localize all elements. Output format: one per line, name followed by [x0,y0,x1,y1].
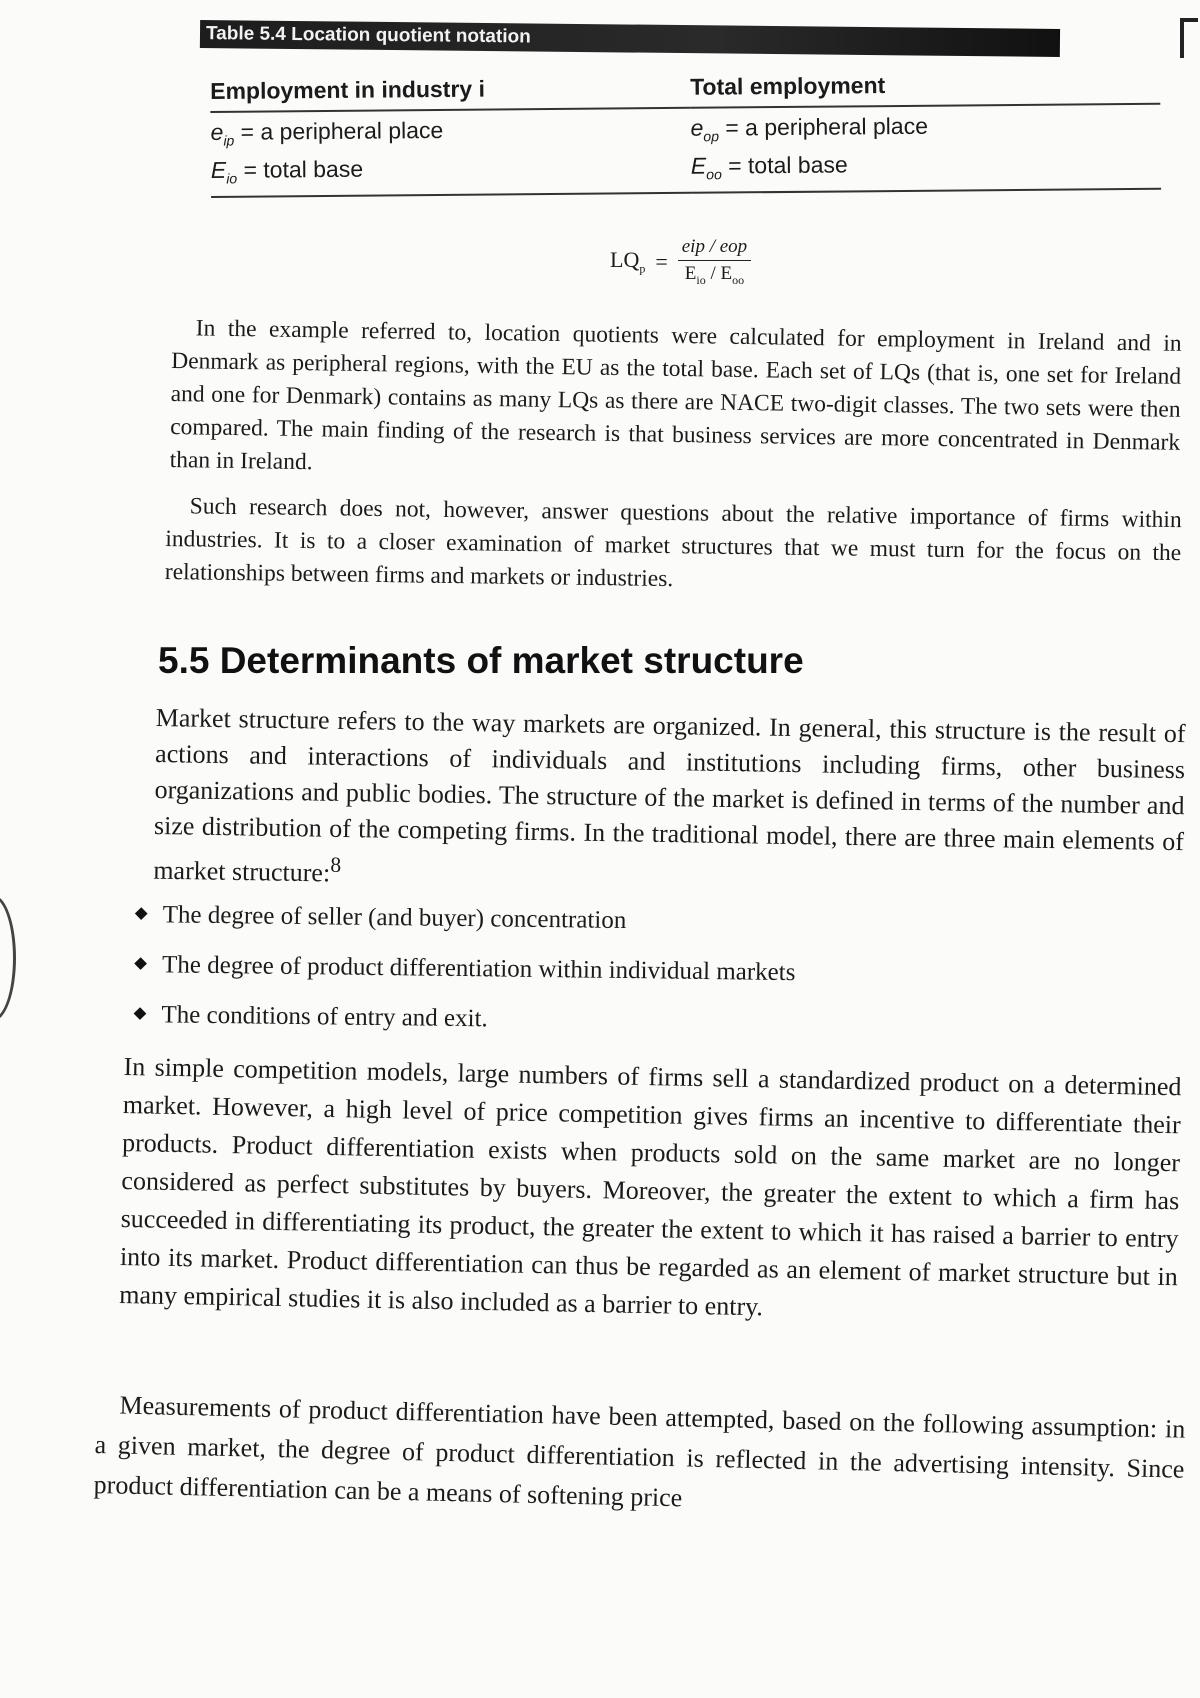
formula-fraction [678,236,751,288]
table-caption: Table 5.4 Location quotient notation [200,20,1060,57]
market-structure-elements-list [133,890,796,1048]
column-header-employment: Employment in industry i [210,68,690,112]
location-quotient-formula [610,236,751,288]
binding-arc [0,895,16,1021]
table-cell: $E_{io}$ = total base [211,146,691,197]
column-header-total: Total employment [690,64,1160,108]
paragraph-research-limits: Such research does not, however, answer questions about the relative importance of firms within industries. It is to a closer examination of market structures that we must turn for the focus on the relationships between firms and markets or industries. [164,493,1182,593]
bullet-icon [134,957,147,970]
list-item: The degree of seller (and buyer) concentration [134,890,796,948]
table-cell: $e_{ip} = a$ peripheral place [210,116,444,149]
formula-denominator: $E_{io} / E_{oo}$ [684,263,745,287]
paragraph-market-structure: Market structure refers to the way markets are organized. In general, this structure is the result of actions and interactions of individuals and institutions including firms, other business organizations and public bodies. The structure of the market is defined in terms of the number and size distribution of the competing firms. In the traditional model, there are three main elements of market structure:$^8$ [153,702,1186,888]
table-cell: $E_{oo}$ = total base [691,142,1161,193]
table-row [211,142,1161,197]
footnote-marker: 8 [330,852,342,877]
page-corner-mark [1180,18,1198,58]
table-cell: $e_{op} = a$ peripheral place [690,112,929,145]
bullet-icon [135,907,148,920]
paragraph-product-differentiation: In simple competition models, large numbers of firms sell a standardized product on a determined market. However, a high level of price competition gives firms an incentive to differentiate their products. Product differentiation exists when products sold on the same market are no longer considered as perfect substitutes by buyers. Moreover, the greater the extent to which a firm has succeeded in differentiating its product, the greater the extent to which it has raised a barrier to entry into its market. Product differentiation can thus be regarded as an element of market structure but in many empirical studies it is also included as a barrier to entry. [118,1051,1182,1322]
location-quotient-table [210,64,1161,198]
formula-lhs: $LQ_p$ [610,247,646,276]
section-heading: 5.5 Determinants of market structure [158,640,804,681]
paragraph-measurements: Measurements of product differentiation have been attempted, based on the following assumption: in a given market, the degree of product differentiation is reflected in the advertising intensity. Since product differentiation can be a means of softening price [93,1390,1186,1513]
list-item: The degree of product differentiation within individual markets [134,940,796,998]
formula-numerator: eip / eop [678,236,751,261]
bullet-icon [134,1007,147,1020]
formula-equals: = [655,248,668,274]
paragraph-location-quotient-example: In the example referred to, location quotients were calculated for employment in Ireland and in Denmark as peripheral regions, with the EU as the total base. Each set of LQs (that is, one set for Ireland and one for Denmark) contains as many LQs as there are NACE two-digit classes. The two sets were then compared. The main finding of the research is that business services are more concentrated in Denmark than in Ireland. [169,315,1182,476]
list-item: The conditions of entry and exit. [133,990,795,1048]
